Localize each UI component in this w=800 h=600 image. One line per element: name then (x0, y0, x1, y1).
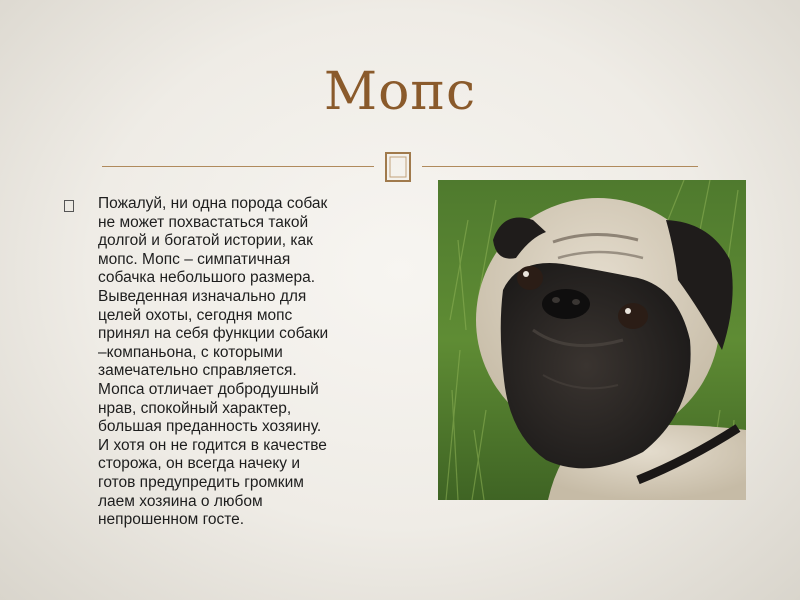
ornament-icon (378, 147, 418, 187)
bullet-icon (64, 200, 74, 212)
title-divider-right (422, 166, 698, 167)
pug-photo (438, 180, 746, 500)
title-divider-left (102, 166, 374, 167)
slide-title: Мопс (323, 62, 477, 122)
bullet-text: Пожалуй, ни одна порода собак не может похвастаться такой долгой и богатой истории, как мопс. Мопс – симпатичная собачка небольшого размера. Выведенная изначально для целей охоты, сегодня мопс принял на себя функции собаки –компаньона, с которыми замечательно справляется. Мопса отличает добродушный нрав, спокойный характер, большая преданность хозяину. И хотя он не годится в качестве сторожа, он всегда начеку и готов предупредить громким лаем хозяина о любом непрошенном госте. (98, 195, 329, 529)
bullet-item (64, 195, 394, 530)
